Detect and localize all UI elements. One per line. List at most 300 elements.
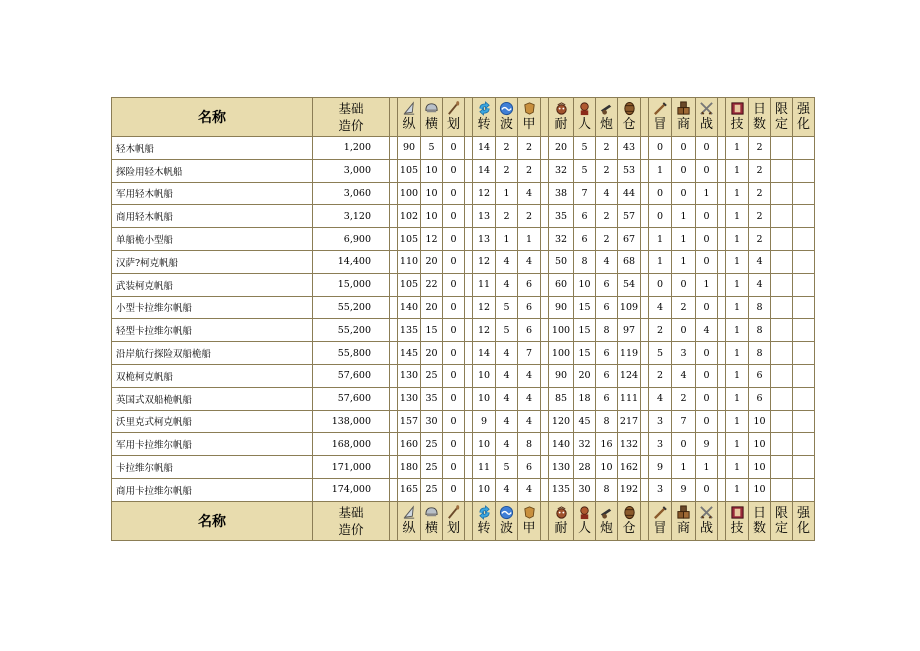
column-header-label: 划 <box>446 520 460 536</box>
table-row <box>112 159 815 182</box>
column-header-12 <box>672 98 696 137</box>
column-header-label: 仓 <box>622 117 636 132</box>
stat-cell: 8 <box>749 296 771 319</box>
stat-cell: 1 <box>696 456 718 479</box>
stat-cell: 105 <box>398 273 421 296</box>
stat-cell: 6 <box>574 228 596 251</box>
ship-name: 卡拉维尔帆船 <box>112 456 313 479</box>
stat-cell: 54 <box>618 273 641 296</box>
ship-name: 汉萨?柯克帆船 <box>112 250 313 273</box>
stat-cell <box>793 478 815 501</box>
ship-name: 武装柯克帆船 <box>112 273 313 296</box>
stat-cell: 0 <box>443 159 465 182</box>
spacer-cell <box>390 250 398 273</box>
spacer-cell <box>718 319 726 342</box>
stat-cell: 0 <box>443 137 465 160</box>
stat-cell: 5 <box>574 137 596 160</box>
stat-cell: 4 <box>596 250 618 273</box>
spacer-cell <box>718 456 726 479</box>
stat-cell: 100 <box>549 319 574 342</box>
ship-name: 单船桅小型船 <box>112 228 313 251</box>
stat-cell: 30 <box>574 478 596 501</box>
stat-cell <box>793 410 815 433</box>
stat-cell: 30 <box>421 410 443 433</box>
spacer-cell <box>641 433 649 456</box>
stat-cell: 5 <box>421 137 443 160</box>
stat-cell: 1 <box>726 319 749 342</box>
ship-name: 商用轻木帆船 <box>112 205 313 228</box>
spacer-cell <box>541 159 549 182</box>
spacer-cell <box>541 456 549 479</box>
stat-cell <box>771 478 793 501</box>
header-spacer <box>641 98 649 137</box>
stat-cell <box>771 273 793 296</box>
stat-cell: 53 <box>618 159 641 182</box>
stat-cell: 6 <box>518 296 541 319</box>
spacer-cell <box>641 410 649 433</box>
stat-cell: 0 <box>672 159 696 182</box>
column-header-label: 波 <box>499 117 513 132</box>
stat-cell: 0 <box>672 273 696 296</box>
stat-cell: 6 <box>596 364 618 387</box>
stat-cell: 5 <box>496 296 518 319</box>
spacer-cell <box>718 205 726 228</box>
top-header-row <box>112 98 815 137</box>
stat-cell <box>793 387 815 410</box>
spacer-cell <box>641 182 649 205</box>
base-cost: 55,200 <box>313 319 390 342</box>
column-header-label: 战 <box>699 520 713 536</box>
stat-cell: 1 <box>726 228 749 251</box>
stat-cell: 2 <box>518 137 541 160</box>
stat-cell: 6 <box>518 456 541 479</box>
base-cost: 3,120 <box>313 205 390 228</box>
column-header-label: 甲 <box>522 520 536 536</box>
ship-name: 小型卡拉维尔帆船 <box>112 296 313 319</box>
table-row <box>112 433 815 456</box>
stat-cell: 67 <box>618 228 641 251</box>
armor-icon <box>518 505 540 521</box>
armor-icon <box>518 101 540 117</box>
spacer-cell <box>465 387 473 410</box>
spacer-cell <box>465 364 473 387</box>
stat-cell: 145 <box>398 342 421 365</box>
stat-cell: 1 <box>726 364 749 387</box>
stat-cell: 6 <box>596 342 618 365</box>
stat-cell <box>793 137 815 160</box>
stat-cell: 1 <box>726 273 749 296</box>
stat-cell: 4 <box>496 478 518 501</box>
stat-cell: 16 <box>596 433 618 456</box>
stat-cell: 165 <box>398 478 421 501</box>
stat-cell <box>771 228 793 251</box>
stat-cell: 10 <box>749 456 771 479</box>
spacer-cell <box>465 319 473 342</box>
stat-cell: 0 <box>443 319 465 342</box>
spacer-cell <box>541 228 549 251</box>
stat-cell <box>793 250 815 273</box>
base-cost: 171,000 <box>313 456 390 479</box>
stat-cell: 90 <box>398 137 421 160</box>
stat-cell: 3 <box>649 478 672 501</box>
turn-arrow-icon <box>473 101 495 117</box>
stat-cell: 45 <box>574 410 596 433</box>
stat-cell: 2 <box>649 319 672 342</box>
spacer-cell <box>541 342 549 365</box>
stat-cell: 135 <box>549 478 574 501</box>
spacer-cell <box>541 273 549 296</box>
table-row <box>112 250 815 273</box>
spacer-cell <box>390 364 398 387</box>
stat-cell: 100 <box>549 342 574 365</box>
stat-cell: 160 <box>398 433 421 456</box>
spacer-cell <box>465 456 473 479</box>
stat-cell: 9 <box>696 433 718 456</box>
stat-cell: 4 <box>696 319 718 342</box>
stat-cell: 0 <box>443 205 465 228</box>
stat-cell: 1 <box>726 410 749 433</box>
stat-cell <box>771 137 793 160</box>
stat-cell <box>771 159 793 182</box>
column-header-label: 人 <box>577 117 591 132</box>
stat-cell: 0 <box>696 364 718 387</box>
stat-cell: 1 <box>726 478 749 501</box>
stat-cell: 0 <box>696 137 718 160</box>
stat-cell: 119 <box>618 342 641 365</box>
stat-cell: 32 <box>549 228 574 251</box>
stat-cell <box>793 296 815 319</box>
stat-cell <box>771 387 793 410</box>
stat-cell: 2 <box>496 137 518 160</box>
column-header-label: 纵 <box>402 117 416 132</box>
column-header-label: 划 <box>446 117 460 132</box>
stat-cell: 1 <box>649 228 672 251</box>
stat-cell: 0 <box>672 433 696 456</box>
stat-cell: 97 <box>618 319 641 342</box>
stat-cell: 4 <box>672 364 696 387</box>
stat-cell: 25 <box>421 456 443 479</box>
stat-cell: 10 <box>421 159 443 182</box>
stat-cell: 6 <box>749 364 771 387</box>
column-header-14 <box>726 98 749 137</box>
stat-cell: 0 <box>696 296 718 319</box>
stat-cell: 2 <box>672 296 696 319</box>
helmet-icon <box>421 505 442 521</box>
column-header-17: 强 化 <box>793 98 815 137</box>
spacer-cell <box>718 410 726 433</box>
column-header-2 <box>421 98 443 137</box>
spacer-cell <box>465 159 473 182</box>
table-row <box>112 296 815 319</box>
stat-cell: 1 <box>726 182 749 205</box>
spacer-cell <box>541 182 549 205</box>
stat-cell: 162 <box>618 456 641 479</box>
base-cost: 55,200 <box>313 296 390 319</box>
spacer-cell <box>718 273 726 296</box>
spacer-cell <box>641 478 649 501</box>
stat-cell: 0 <box>696 478 718 501</box>
stat-cell: 68 <box>618 250 641 273</box>
spacer-cell <box>465 342 473 365</box>
stat-cell: 1 <box>726 433 749 456</box>
column-header-label: 转 <box>477 117 491 132</box>
stat-cell: 120 <box>549 410 574 433</box>
spacer-cell <box>390 342 398 365</box>
stat-cell: 15 <box>574 342 596 365</box>
table-row <box>112 182 815 205</box>
stat-cell: 14 <box>473 342 496 365</box>
stat-cell: 192 <box>618 478 641 501</box>
ship-table <box>111 97 815 541</box>
stat-cell: 15 <box>574 319 596 342</box>
stat-cell: 2 <box>749 205 771 228</box>
stat-cell: 15 <box>574 296 596 319</box>
stat-cell: 0 <box>696 228 718 251</box>
stat-cell: 0 <box>696 410 718 433</box>
stat-cell <box>771 342 793 365</box>
stat-cell: 0 <box>443 478 465 501</box>
spyglass-icon <box>649 101 671 117</box>
stat-cell: 13 <box>473 228 496 251</box>
column-header-label: 横 <box>424 117 438 132</box>
stat-cell: 28 <box>574 456 596 479</box>
spacer-cell <box>390 387 398 410</box>
stat-cell <box>793 205 815 228</box>
ship-name: 商用卡拉维尔帆船 <box>112 478 313 501</box>
stat-cell: 10 <box>596 456 618 479</box>
table-row <box>112 205 815 228</box>
spacer-cell <box>641 364 649 387</box>
stat-cell: 2 <box>596 137 618 160</box>
column-header-label: 波 <box>499 520 513 536</box>
spacer-cell <box>718 182 726 205</box>
ship-name: 军用轻木帆船 <box>112 182 313 205</box>
spacer-cell <box>718 250 726 273</box>
base-cost: 15,000 <box>313 273 390 296</box>
spacer-cell <box>541 478 549 501</box>
column-header-5 <box>496 501 518 540</box>
book-icon <box>726 505 748 521</box>
stat-cell <box>771 250 793 273</box>
stat-cell: 10 <box>421 182 443 205</box>
stat-cell: 4 <box>518 250 541 273</box>
stat-cell: 32 <box>549 159 574 182</box>
base-cost: 57,600 <box>313 387 390 410</box>
spacer-cell <box>641 228 649 251</box>
base-cost: 1,200 <box>313 137 390 160</box>
sail-icon <box>398 101 420 117</box>
stat-cell: 50 <box>549 250 574 273</box>
column-header-label: 横 <box>424 520 438 536</box>
column-header-name: 名称 <box>112 98 313 137</box>
stat-cell: 4 <box>596 182 618 205</box>
base-cost: 138,000 <box>313 410 390 433</box>
stat-cell: 2 <box>749 182 771 205</box>
spacer-cell <box>465 250 473 273</box>
stat-cell: 1 <box>696 273 718 296</box>
stat-cell: 5 <box>496 456 518 479</box>
header-spacer <box>641 501 649 540</box>
stat-cell: 4 <box>496 387 518 410</box>
stat-cell: 20 <box>421 250 443 273</box>
spacer-cell <box>390 182 398 205</box>
column-header-5 <box>496 98 518 137</box>
spacer-cell <box>390 456 398 479</box>
stat-cell <box>771 410 793 433</box>
stat-cell: 25 <box>421 478 443 501</box>
stat-cell <box>793 159 815 182</box>
stat-cell: 180 <box>398 456 421 479</box>
spacer-cell <box>541 364 549 387</box>
spacer-cell <box>541 205 549 228</box>
stat-cell: 1 <box>672 205 696 228</box>
stat-cell: 4 <box>496 433 518 456</box>
oar-icon <box>443 101 464 117</box>
stat-cell: 10 <box>749 410 771 433</box>
column-header-13 <box>696 98 718 137</box>
stat-cell: 0 <box>443 387 465 410</box>
spacer-cell <box>465 273 473 296</box>
spacer-cell <box>641 250 649 273</box>
stat-cell: 2 <box>596 205 618 228</box>
stat-cell: 8 <box>596 319 618 342</box>
stat-cell: 6 <box>518 319 541 342</box>
spacer-cell <box>465 410 473 433</box>
spacer-cell <box>465 433 473 456</box>
stat-cell: 60 <box>549 273 574 296</box>
spacer-cell <box>641 205 649 228</box>
table-row <box>112 273 815 296</box>
ship-name: 轻型卡拉维尔帆船 <box>112 319 313 342</box>
stat-cell: 57 <box>618 205 641 228</box>
stat-cell: 4 <box>496 342 518 365</box>
table-row <box>112 410 815 433</box>
spacer-cell <box>541 250 549 273</box>
wave-icon <box>496 505 517 521</box>
stat-cell: 6 <box>518 273 541 296</box>
column-header-label: 耐 <box>554 117 568 132</box>
stat-cell: 13 <box>473 205 496 228</box>
stat-cell: 4 <box>518 364 541 387</box>
spacer-cell <box>541 387 549 410</box>
spacer-cell <box>641 296 649 319</box>
stat-cell: 140 <box>398 296 421 319</box>
sailor-icon <box>574 101 595 117</box>
column-header-7 <box>549 98 574 137</box>
stat-cell: 140 <box>549 433 574 456</box>
stat-cell: 44 <box>618 182 641 205</box>
stat-cell: 0 <box>443 273 465 296</box>
stat-cell: 6 <box>596 387 618 410</box>
stat-cell: 135 <box>398 319 421 342</box>
stat-cell <box>771 364 793 387</box>
spacer-cell <box>718 433 726 456</box>
stat-cell: 1 <box>726 137 749 160</box>
stat-cell: 0 <box>672 182 696 205</box>
column-header-label: 商 <box>676 520 690 536</box>
ship-name: 探险用轻木帆船 <box>112 159 313 182</box>
stat-cell: 43 <box>618 137 641 160</box>
stat-cell: 2 <box>518 205 541 228</box>
stat-cell: 1 <box>726 456 749 479</box>
stat-cell: 217 <box>618 410 641 433</box>
stat-cell: 8 <box>749 342 771 365</box>
column-header-2 <box>421 501 443 540</box>
header-spacer <box>465 98 473 137</box>
spacer-cell <box>541 410 549 433</box>
spacer-cell <box>718 387 726 410</box>
stat-cell: 10 <box>473 478 496 501</box>
column-header-9 <box>596 98 618 137</box>
stat-cell: 0 <box>443 364 465 387</box>
stat-cell: 1 <box>726 387 749 410</box>
spacer-cell <box>718 364 726 387</box>
stat-cell: 0 <box>443 250 465 273</box>
stat-cell: 11 <box>473 273 496 296</box>
spacer-cell <box>718 159 726 182</box>
spacer-cell <box>465 296 473 319</box>
column-header-label: 技 <box>730 520 744 536</box>
stat-cell: 6 <box>596 296 618 319</box>
header-spacer <box>541 98 549 137</box>
stat-cell <box>793 433 815 456</box>
stat-cell: 0 <box>672 137 696 160</box>
spyglass-icon <box>649 505 671 521</box>
base-cost: 57,600 <box>313 364 390 387</box>
stat-cell: 8 <box>749 319 771 342</box>
stat-cell: 130 <box>398 364 421 387</box>
spacer-cell <box>390 273 398 296</box>
stat-cell: 7 <box>574 182 596 205</box>
stat-cell: 0 <box>696 250 718 273</box>
stat-cell: 10 <box>421 205 443 228</box>
barrel-icon <box>618 505 640 521</box>
header-spacer <box>465 501 473 540</box>
stat-cell: 1 <box>672 250 696 273</box>
column-header-label: 商 <box>676 117 690 132</box>
stat-cell: 0 <box>443 456 465 479</box>
column-header-6 <box>518 98 541 137</box>
column-header-label: 甲 <box>522 117 536 132</box>
stat-cell: 1 <box>696 182 718 205</box>
column-header-label: 战 <box>699 117 713 132</box>
column-header-17: 强 化 <box>793 501 815 540</box>
column-header-11 <box>649 98 672 137</box>
base-cost: 3,060 <box>313 182 390 205</box>
stat-cell: 9 <box>473 410 496 433</box>
stat-cell: 25 <box>421 364 443 387</box>
turn-arrow-icon <box>473 505 495 521</box>
column-header-1 <box>398 501 421 540</box>
spacer-cell <box>541 137 549 160</box>
stat-cell: 3 <box>649 433 672 456</box>
spacer-cell <box>390 410 398 433</box>
stat-cell <box>771 456 793 479</box>
stat-cell: 14 <box>473 159 496 182</box>
stat-cell: 8 <box>596 478 618 501</box>
spacer-cell <box>641 319 649 342</box>
table-row <box>112 456 815 479</box>
stat-cell: 8 <box>574 250 596 273</box>
stat-cell: 1 <box>726 250 749 273</box>
stat-cell: 6 <box>596 273 618 296</box>
stat-cell: 12 <box>473 182 496 205</box>
ship-name: 军用卡拉维尔帆船 <box>112 433 313 456</box>
stat-cell: 4 <box>518 410 541 433</box>
stat-cell: 2 <box>749 137 771 160</box>
stat-cell <box>771 319 793 342</box>
column-header-3 <box>443 98 465 137</box>
